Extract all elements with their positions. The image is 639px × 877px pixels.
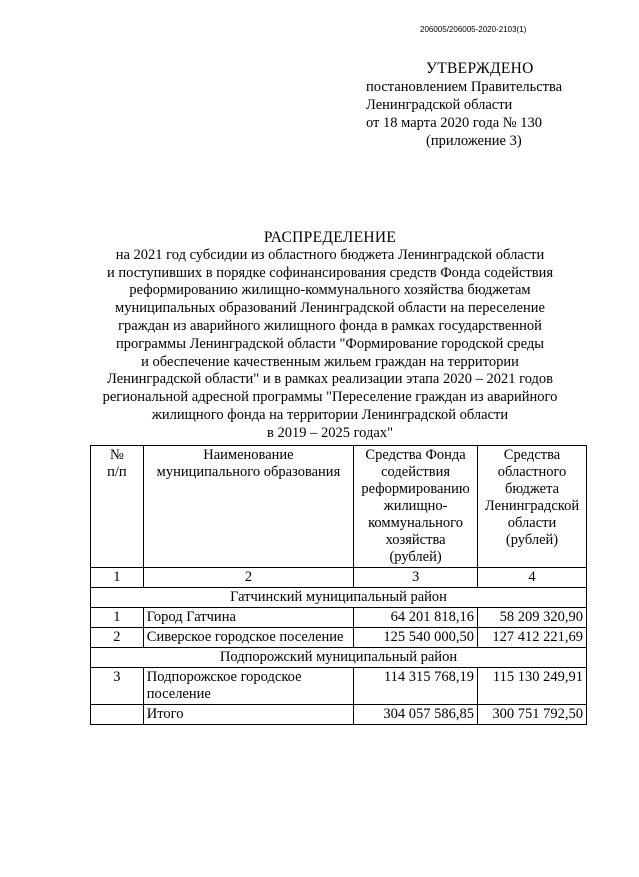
total-row [91,705,587,725]
title-line: и обеспечение качественным жильем граждан на территории [141,353,519,370]
table-row [91,628,587,648]
header-regional: Средства областного бюджета Ленинградской области (рублей) [478,446,587,568]
total-empty-cell [91,705,144,725]
row-num: 2 [91,628,144,648]
title-line: на 2021 год субсидии из областного бюджета Ленинградской области [115,246,545,263]
row-regional: 115 130 249,91 [478,668,587,705]
distribution-table [90,445,587,725]
row-fund: 64 201 818,16 [354,608,478,628]
title-line: муниципальных образований Ленинградской области на переселение [115,300,545,317]
column-number: 1 [91,568,144,588]
total-regional: 300 751 792,50 [478,705,587,725]
approval-heading: УТВЕРЖДЕНО [426,60,534,77]
group-row [91,588,587,608]
row-name: Сиверское городское поселение [143,628,353,648]
column-number-row [91,568,587,588]
title-line: и поступивших в порядке софинансирования средств Фонда содействия [106,264,554,281]
table-header-row [91,446,587,568]
column-number: 3 [354,568,478,588]
title-heading: РАСПРЕДЕЛЕНИЕ [263,229,397,246]
title-line: граждан из аварийного жилищного фонда в рамках государственной [118,317,542,334]
header-fund: Средства Фонда содействия реформированию жилищно- коммунального хозяйства (рублей) [354,446,478,568]
total-fund: 304 057 586,85 [354,705,478,725]
title-line: реформированию жилищно-коммунального хозяйства бюджетам [129,282,531,299]
group-title: Подпорожский муниципальный район [91,648,587,668]
approval-line: постановлением Правительства [366,79,563,95]
title-line: Ленинградской области" и в рамках реализации этапа 2020 – 2021 годов [106,371,554,388]
approval-appendix: (приложение 3) [426,133,522,149]
title-line: региональной адресной программы "Переселение граждан из аварийного [102,389,558,406]
row-fund: 125 540 000,50 [354,628,478,648]
approval-line: Ленинградской области [366,97,513,113]
row-name: Подпорожское городское поселение [143,668,353,705]
document-title [80,229,580,443]
group-row [91,648,587,668]
row-regional: 58 209 320,90 [478,608,587,628]
title-line: жилищного фонда на территории Ленинградской области [151,406,509,423]
title-line: в 2019 – 2025 годах" [267,424,393,441]
row-num: 3 [91,668,144,705]
table-row [91,668,587,705]
header-name: Наименование муниципального образования [143,446,353,568]
title-line: программы Ленинградской области "Формирование городской среды [115,335,545,352]
total-label: Итого [143,705,353,725]
row-regional: 127 412 221,69 [478,628,587,648]
header-num: № п/п [91,446,144,568]
column-number: 4 [478,568,587,588]
table-row [91,608,587,628]
approval-date: от 18 марта 2020 года № 130 [366,115,542,131]
row-num: 1 [91,608,144,628]
row-name: Город Гатчина [143,608,353,628]
document-number: 206005/206005-2020-2103(1) [420,25,527,34]
row-fund: 114 315 768,19 [354,668,478,705]
approval-stamp [366,60,562,150]
column-number: 2 [143,568,353,588]
group-title: Гатчинский муниципальный район [91,588,587,608]
